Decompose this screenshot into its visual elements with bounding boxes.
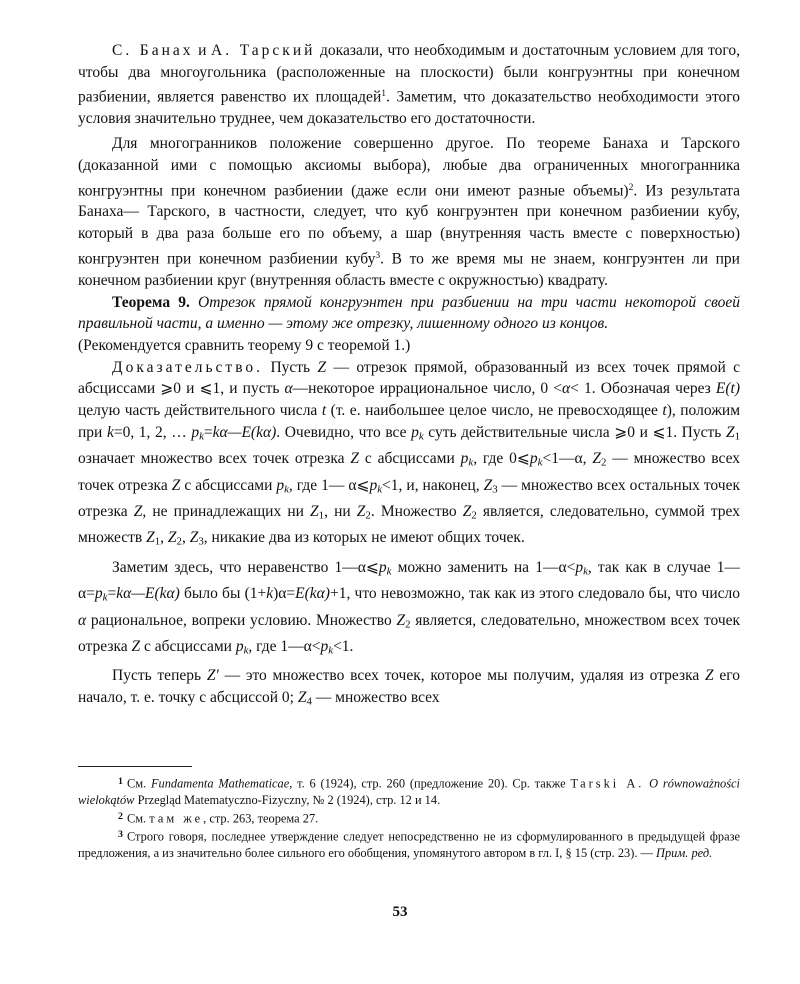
author-banach: С. Банах [112,42,194,59]
footnote-2: $^2$ См. там же, стр. 263, теорема 27. [118,810,319,826]
proof-label: Доказательство. [112,358,264,376]
theorem-statement: Отрезок прямой конгруэнтен при разбиении на три части некоторой своей правильной части, а именно — этому же отрезку, лишенному одного из концов. [78,293,741,333]
theorem-label: Теорема 9. [112,293,190,311]
proof-paragraph: Доказательство. Пусть Z — отрезок прямой, образованный из всех точек прямой с абсциссами ⩾0 и ⩽1, и пусть α—некоторое иррациональное число, 0 <α< 1. Обозначая через E(t) целую часть действительного числа t (т. е. наибольшее целое число, не превосходящее t), положим при k=0, 1, 2, … $p_k=k\alpha—E(k\alpha)$. Очевидно, что все $p_k$ суть действительные числа ⩾0 и ⩽1. Пусть $Z_1$ означает множество всех точек отрезка Z с абсциссами $p_k$, где $0⩽p_k<1—\alpha$, $Z_2$ — множество всех точек отрезка Z с абсциссами $p_k$, где 1— $\alpha⩽p_k<1$, и, наконец, $Z_3$ — множество всех остальных точек отрезка Z, не принадлежащих ни $Z_1$, ни $Z_2$. Множество $Z_2$ является, следовательно, суммой трех множеств $Z_1$, $Z_2$, $Z_3$, никакие два из которых не имеют общих точек. [78,358,741,549]
main-text [78,40,740,714]
footnote-ref-3: 3 [375,249,381,261]
footnote-ref-1: 1 [381,88,387,100]
paragraph-z-prime: Пусть теперь Z′ — это множество всех точек, которое мы получим, удаляя из отрезка Z его начало, т. е. точку с абсциссой 0; $Z_4$ — множество всех [78,667,741,708]
journal-title: Fundamenta Mathematicae [150,776,290,791]
paragraph-banach-tarski-polygons: С. Банах и А. Тарский доказали, что необходимым и достаточным условием для того, чтобы два многоугольника (расположенные на плоскости) были конгруэнтны при конечном разбиении, является равенство их площадей$^1$. Заметим, что доказательство необходимости этого условия значительно труднее, чем доказательство его достаточности. [78,42,741,128]
footnote-1: $^1$ См. Fundamenta Mathematicae, т. 6 (1924), стр. 260 (предложение 20). Ср. также Tarski A. O równoważności wielokątów Przegląd Matematyczno-Fizyczny, № 2 (1924), стр. 12 и 14. [78,776,740,808]
footnote-ref-2: 2 [628,181,634,193]
footnotes [78,774,740,861]
author-tarski: А. Тарский [211,42,316,59]
recommendation: (Рекомендуется сравнить теорему 9 с теоремой 1.) [78,336,411,354]
paragraph-polyhedra: Для многогранников положение совершенно другое. По теореме Банаха и Тарского (доказанной ими с помощью аксиомы выбора), любые два ограниченных многогранника конгруэнтны при конечном разбиении (даже если они имеют разные объемы)$^2$. Из результата Банаха— Тарского, в частности, следует, что куб конгруэнтен при конечном разбиении кубу, который в два раза больше его по объему, а шар (внутренняя часть вместе с поверхностью) конгруэнтен при конечном разбиении кубу$^3$. В то же время мы не знаем, конгруэнтен ли при конечном разбиении круг (внутренняя область вместе с окружностью) квадрату. [78,135,741,289]
paragraph-remark-inequality: Заметим здесь, что неравенство $1—\alpha⩽p_k$ можно заменить на $1—\alpha<p_k$, так как в случае $1—\alpha=p_k=k\alpha—E(k\alpha)$ было бы (1+k)α=E(kα)+1, что невозможно, так как из этого следовало бы, что число α рациональное, вопреки условию. Множество $Z_2$ является, следовательно, множеством всех точек отрезка Z с абсциссами $p_k$, где $1—\alpha<p_k<1$. [78,558,741,657]
footnote-3: $^3$ Строго говоря, последнее утверждение следует непосредственно не из сформулированного в предыдущей фразе предложения, а из значительно более сильного его обобщения, упомянутого автором в гл. I, § 15 (стр. 23). — Прим. ред. [78,828,740,860]
footnote-divider [78,766,192,767]
page-number: 53 [392,904,408,920]
theorem-9 [78,292,740,335]
